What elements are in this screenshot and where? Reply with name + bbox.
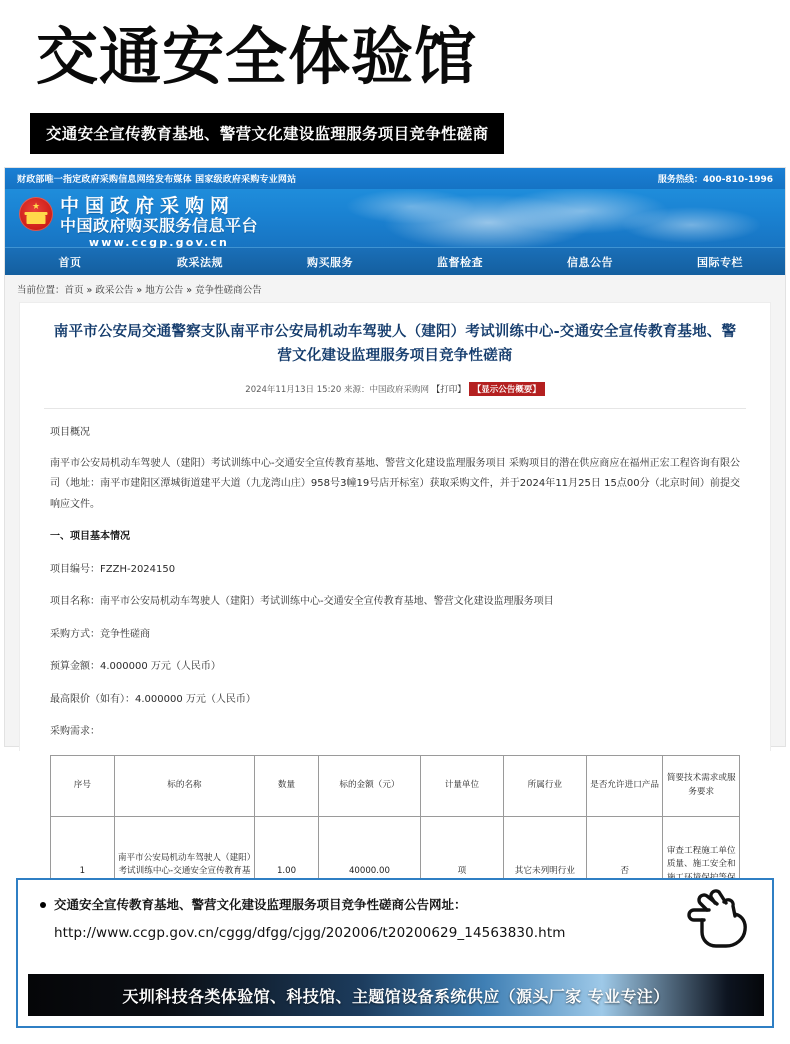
show-summary-button[interactable]: 【显示公告概要】 [469, 382, 545, 396]
article-source: 中国政府采购网 [369, 385, 429, 396]
logo-secondary-text: 中国政府购买服务信息平台 [60, 215, 259, 235]
subtitle-banner [30, 113, 504, 154]
article-body [44, 423, 746, 928]
th-unit: 计量单位 [420, 755, 503, 816]
breadcrumb [5, 275, 785, 302]
breadcrumb-item-current[interactable]: 竞争性磋商公告 [195, 285, 262, 297]
th-amount: 标的金额（元） [318, 755, 420, 816]
article-title: 南平市公安局交通警察支队南平市公安局机动车驾驶人（建阳）考试训练中心-交通安全宣传教育基地、警营文化建设监理服务项目竞争性磋商 [53, 324, 737, 365]
field-max-price-value: 4.000000 万元（人民币） [135, 693, 256, 705]
field-project-number-value: FZZH-2024150 [100, 563, 176, 575]
overview-paragraph: 南平市公安局机动车驾驶人（建阳）考试训练中心-交通安全宣传教育基地、警营文化建设监理服务项目 采购项目的潜在供应商应在福州正宏工程咨询有限公司（地址：南平市建阳区潭城街道建平大道（九龙湾山庄）958号3幢19号店开标室）获取采购文件，并于2024年11月25日 15点00分（北京时间）前提交响应文件。 [50, 457, 740, 510]
table-header-row [51, 755, 740, 816]
field-budget-label: 预算金额： [50, 661, 100, 673]
site-slogan: 财政部唯一指定政府采购信息网络发布媒体 国家级政府采购专业网站 [17, 175, 297, 186]
field-requirements [50, 722, 740, 743]
service-hotline: 服务热线：400-810-1996 [657, 175, 773, 186]
field-procurement-method-value: 竞争性磋商 [100, 628, 150, 640]
overview-heading: 项目概况 [50, 427, 90, 439]
field-procurement-method [50, 625, 740, 646]
cell-index: 1 [51, 816, 115, 927]
article-datetime: 2024年11月13日 15:20 [245, 385, 342, 396]
field-project-number [50, 560, 740, 581]
cell-name: 南平市公安局机动车驾驶人（建阳）考试训练中心-交通安全宣传教育基 [114, 816, 254, 927]
th-industry: 所属行业 [503, 755, 586, 816]
breadcrumb-item-local[interactable]: 地方公告 [145, 285, 184, 297]
subtitle-text: 交通安全宣传教育基地、警营文化建设监理服务项目竞争性磋商 [46, 125, 489, 144]
field-project-name-label: 项目名称： [50, 596, 100, 608]
field-budget-value: 4.000000 万元（人民币） [100, 661, 221, 673]
field-procurement-method-label: 采购方式： [50, 628, 100, 640]
bullet-icon [40, 902, 46, 908]
cell-qty: 1.00 [255, 816, 319, 927]
url-panel [16, 878, 774, 1028]
nav-item-purchase-service[interactable]: 购买服务 [307, 255, 353, 269]
promo-text: 天圳科技各类体验馆、科技馆、主题馆设备系统供应（源头厂家 专业专注） [122, 986, 670, 1006]
nav-item-supervision[interactable]: 监督检查 [437, 255, 483, 269]
article-meta [44, 369, 746, 408]
url-label-row [36, 896, 754, 915]
nav-item-international[interactable]: 国际专栏 [697, 255, 743, 269]
breadcrumb-item-announcements[interactable]: 政采公告 [95, 285, 134, 297]
field-max-price-label: 最高限价（如有）： [50, 693, 135, 705]
th-import-allowed: 是否允许进口产品 [586, 755, 663, 816]
nav-item-announcements[interactable]: 信息公告 [567, 255, 613, 269]
logo-primary-text: 中国政府采购网 [60, 195, 236, 218]
ccgp-screenshot [4, 167, 786, 877]
cell-unit: 项 [420, 816, 503, 927]
breadcrumb-sep-2: » [133, 285, 146, 297]
th-qty: 数量 [255, 755, 319, 816]
field-project-name-value: 南平市公安局机动车驾驶人（建阳）考试训练中心-交通安全宣传教育基地、警营文化建设监理服务项目 [100, 596, 554, 608]
article-source-label: 来源： [343, 385, 370, 396]
cell-requirement: 审查工程施工单位质量、施工安全和 [663, 816, 740, 927]
field-budget [50, 657, 740, 678]
field-project-name [50, 592, 740, 613]
breadcrumb-sep-3: » [183, 285, 196, 297]
site-topbar [5, 168, 785, 189]
cell-amount: 40000.00 [318, 816, 420, 927]
article-divider [44, 408, 746, 409]
site-banner [5, 189, 785, 247]
print-button[interactable]: 【打印】 [431, 385, 466, 396]
field-max-price [50, 690, 740, 711]
page-title: 交通安全体验馆 [36, 20, 478, 93]
breadcrumb-sep-1: » [83, 285, 96, 297]
cell-industry: 其它未列明行业 [503, 816, 586, 927]
cell-import-allowed: 否 [586, 816, 663, 927]
th-index: 序号 [51, 755, 115, 816]
field-project-number-label: 项目编号： [50, 563, 100, 575]
hero-section [0, 0, 790, 91]
basic-info-heading: 一、项目基本情况 [50, 531, 130, 543]
site-nav [5, 247, 785, 275]
logo-domain-text: www.ccgp.gov.cn [88, 235, 230, 249]
nav-item-regulations[interactable]: 政采法规 [177, 255, 223, 269]
breadcrumb-prefix: 当前位置： [17, 285, 65, 297]
announcement-url[interactable]: http://www.ccgp.gov.cn/cggg/dfgg/cjgg/202006/t20200629_14563830.htm [54, 924, 566, 941]
emblem-gate-icon [27, 215, 46, 224]
pointing-hand-icon [684, 890, 750, 948]
national-emblem-icon [19, 197, 53, 231]
logo-text-block [60, 193, 258, 248]
site-logo[interactable] [19, 193, 258, 248]
emblem-star-icon: ★ [31, 202, 41, 213]
th-name: 标的名称 [114, 755, 254, 816]
breadcrumb-item-home[interactable]: 首页 [64, 285, 84, 297]
nav-item-home[interactable]: 首页 [58, 255, 82, 269]
article-card [19, 302, 771, 877]
url-label: 交通安全宣传教育基地、警营文化建设监理服务项目竞争性磋商公告网址： [54, 897, 467, 912]
field-requirements-label: 采购需求： [50, 726, 100, 738]
promo-banner [28, 974, 764, 1016]
th-requirement: 简要技术需求或服务要求 [663, 755, 740, 816]
